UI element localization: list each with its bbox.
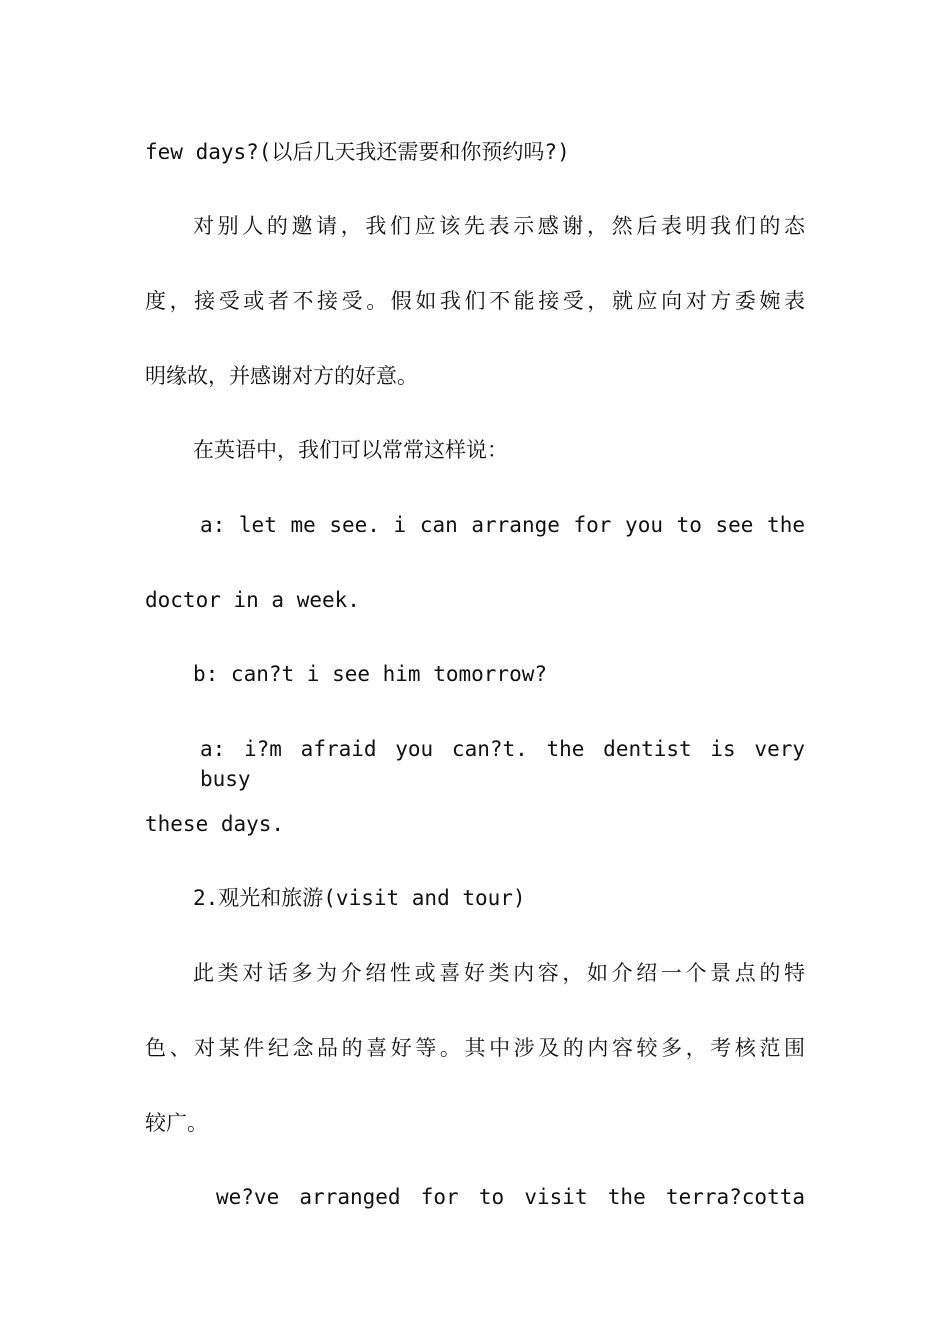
dialogue-line: a: let me see. i can arrange for you to see the — [200, 513, 805, 537]
dialogue-line: b: can?t i see him tomorrow? — [193, 662, 548, 686]
dialogue-line: doctor in a week. — [145, 588, 360, 612]
paragraph-line: 度，接受或者不接受。假如我们不能接受，就应向对方委婉表 — [145, 289, 805, 313]
paragraph-line: 此类对话多为介绍性或喜好类内容，如介绍一个景点的特 — [193, 961, 805, 985]
paragraph-line: 对别人的邀请，我们应该先表示感谢，然后表明我们的态 — [193, 214, 805, 238]
paragraph-line: 色、对某件纪念品的喜好等。其中涉及的内容较多，考核范围 — [145, 1036, 805, 1060]
paragraph-line: we?ve arranged for to visit the terra?cotta — [216, 1185, 805, 1209]
section-heading: 2.观光和旅游(visit and tour) — [193, 886, 526, 910]
text-line: few days?(以后几天我还需要和你预约吗?) — [145, 140, 570, 164]
paragraph-line: 明缘故，并感谢对方的好意。 — [145, 364, 418, 388]
paragraph-line: 在英语中，我们可以常常这样说： — [193, 438, 508, 462]
paragraph-line: 较广。 — [145, 1111, 208, 1135]
dialogue-line: a: i?m afraid you can?t. the dentist is very busy — [200, 737, 805, 791]
dialogue-line: these days. — [145, 812, 285, 836]
